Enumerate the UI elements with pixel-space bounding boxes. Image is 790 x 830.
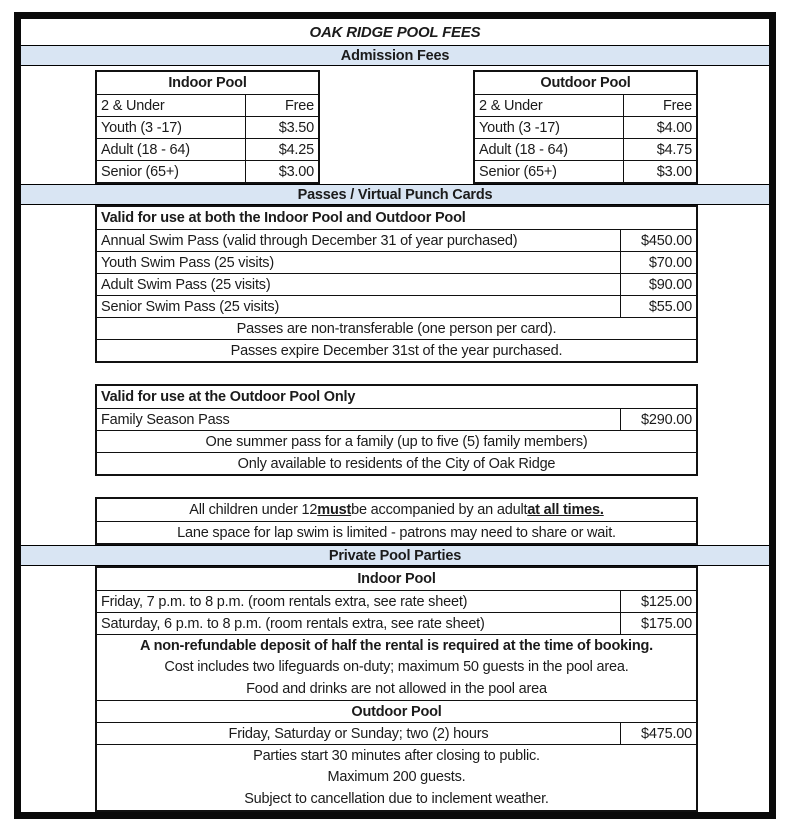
fee-price: $475.00 xyxy=(620,723,696,744)
passes-both-pools-table xyxy=(95,205,698,363)
note-text: be accompanied by an adult xyxy=(351,502,528,518)
fee-row xyxy=(97,229,696,251)
fee-row xyxy=(97,722,696,744)
fee-label: Friday, Saturday or Sunday; two (2) hours xyxy=(228,725,489,742)
fee-label: Senior (65+) xyxy=(479,163,557,180)
outdoor-pool-header: Outdoor Pool xyxy=(540,75,631,91)
fee-label: Senior (65+) xyxy=(101,163,179,180)
passes-outdoor-only-table xyxy=(95,384,698,476)
fee-row xyxy=(475,94,696,116)
fee-price: $290.00 xyxy=(620,409,696,430)
note-row: One summer pass for a family (up to five (5) family members) xyxy=(97,430,696,452)
table-subheader-label: Valid for use at the Outdoor Pool Only xyxy=(101,389,356,405)
fee-row xyxy=(97,590,696,612)
section-header-admission-fees xyxy=(21,45,769,66)
parties-indoor-header: Indoor Pool xyxy=(357,571,436,587)
table-subheader xyxy=(97,386,696,408)
fee-price: Free xyxy=(623,95,696,116)
note-row: Food and drinks are not allowed in the pool area xyxy=(246,681,547,697)
section-header-label: Private Pool Parties xyxy=(328,547,462,564)
document-title xyxy=(21,19,769,45)
note-text: All children under 12 xyxy=(189,502,318,518)
fee-row xyxy=(475,138,696,160)
fee-price: $55.00 xyxy=(620,296,696,317)
fee-label: Friday, 7 p.m. to 8 p.m. (room rentals extra, see rate sheet) xyxy=(101,593,468,610)
children-supervision-note xyxy=(97,499,696,521)
note-row: Maximum 200 guests. xyxy=(327,769,466,785)
fee-label: Family Season Pass xyxy=(101,411,230,428)
fee-price: Free xyxy=(245,95,318,116)
fee-price: $175.00 xyxy=(620,613,696,634)
fee-row xyxy=(97,612,696,634)
indoor-pool-header: Indoor Pool xyxy=(168,75,247,91)
section-header-passes xyxy=(21,184,769,205)
table-subheader-label: Valid for use at both the Indoor Pool and Outdoor Pool xyxy=(101,210,466,226)
table-subheader xyxy=(97,207,696,229)
fee-label: Annual Swim Pass (valid through December 31 of year purchased) xyxy=(101,232,518,249)
fee-label: 2 & Under xyxy=(101,97,165,114)
private-parties-table xyxy=(95,566,698,812)
fee-label: Youth Swim Pass (25 visits) xyxy=(101,254,274,271)
document-frame xyxy=(14,12,776,819)
indoor-admission-table xyxy=(95,70,320,184)
fee-row xyxy=(97,94,318,116)
fee-label: Saturday, 6 p.m. to 8 p.m. (room rentals extra, see rate sheet) xyxy=(101,615,485,632)
fee-price: $3.00 xyxy=(245,161,318,182)
fee-price: $4.25 xyxy=(245,139,318,160)
fee-row xyxy=(475,116,696,138)
fee-price: $4.00 xyxy=(623,117,696,138)
note-row: Passes expire December 31st of the year purchased. xyxy=(97,339,696,361)
outdoor-admission-table xyxy=(473,70,698,184)
section-header-label: Passes / Virtual Punch Cards xyxy=(297,186,493,203)
spacer xyxy=(21,363,769,384)
fee-price: $3.00 xyxy=(623,161,696,182)
general-rules-table xyxy=(95,497,698,545)
deposit-note: A non-refundable deposit of half the rental is required at the time of booking. xyxy=(97,634,696,656)
fee-price: $3.50 xyxy=(245,117,318,138)
note-row: Cost includes two lifeguards on-duty; maximum 50 guests in the pool area. xyxy=(164,659,629,675)
fee-row xyxy=(97,116,318,138)
fee-row xyxy=(97,408,696,430)
note-text-emphasis: at all times. xyxy=(527,502,604,518)
fee-row xyxy=(97,138,318,160)
fee-label: Youth (3 -17) xyxy=(101,119,182,136)
note-row: Passes are non-transferable (one person per card). xyxy=(97,317,696,339)
fee-label: Adult (18 - 64) xyxy=(101,141,190,158)
lane-space-note: Lane space for lap swim is limited - patrons may need to share or wait. xyxy=(97,521,696,543)
fee-row xyxy=(97,295,696,317)
fee-label: Senior Swim Pass (25 visits) xyxy=(101,298,280,315)
fee-row xyxy=(97,251,696,273)
spacer xyxy=(21,476,769,497)
admission-tables-area xyxy=(21,66,769,184)
fee-label: Youth (3 -17) xyxy=(479,119,560,136)
fee-price: $70.00 xyxy=(620,252,696,273)
note-row: Parties start 30 minutes after closing to public. xyxy=(97,744,696,766)
fee-row xyxy=(475,160,696,182)
section-header-parties xyxy=(21,545,769,566)
note-row: Only available to residents of the City of Oak Ridge xyxy=(97,452,696,474)
note-row: Subject to cancellation due to inclement weather. xyxy=(244,791,549,807)
fee-label: Adult (18 - 64) xyxy=(479,141,568,158)
fee-price: $125.00 xyxy=(620,591,696,612)
section-header-label: Admission Fees xyxy=(340,47,450,64)
fee-price: $4.75 xyxy=(623,139,696,160)
fee-label: 2 & Under xyxy=(479,97,543,114)
parties-outdoor-header: Outdoor Pool xyxy=(97,700,696,722)
document-title-text: OAK RIDGE POOL FEES xyxy=(309,23,481,41)
fee-price: $90.00 xyxy=(620,274,696,295)
fee-price: $450.00 xyxy=(620,230,696,251)
fee-row xyxy=(97,273,696,295)
note-text-emphasis: must xyxy=(317,502,352,518)
fee-row xyxy=(97,160,318,182)
fee-label: Adult Swim Pass (25 visits) xyxy=(101,276,271,293)
